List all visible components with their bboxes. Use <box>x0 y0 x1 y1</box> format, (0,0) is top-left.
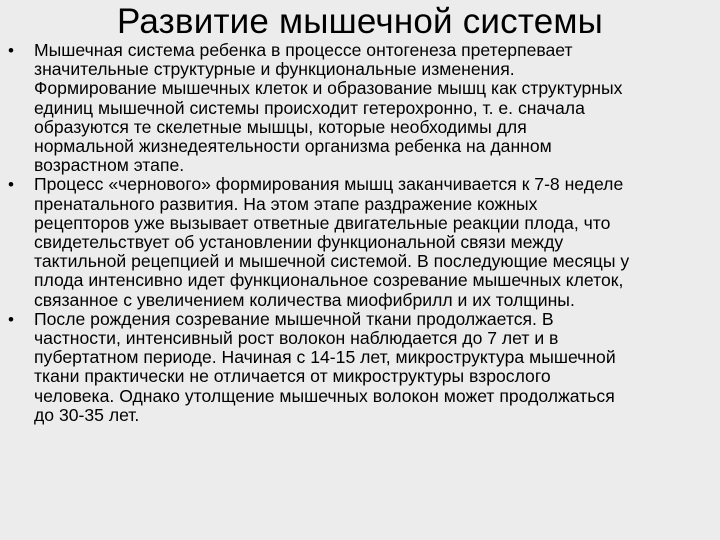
bullet-text-line: рецепторов уже вызывает ответные двигательные реакции плода, что <box>34 212 611 233</box>
slide-title: Развитие мышечной системы <box>117 2 603 41</box>
bullet-text-line: Мышечная система ребенка в процессе онтогенеза претерпевает <box>34 40 573 60</box>
bullet-text-line: пубертатном периоде. Начиная с 14-15 лет, микроструктура мышечной <box>34 347 616 368</box>
bullet-item-2 <box>0 175 720 309</box>
bullet-text-line: пренатального развития. На этом этапе раздражение кожных <box>34 193 538 214</box>
bullet-text-line: ткани практически не отличается от микроструктуры взрослого <box>34 366 551 387</box>
bullet-text-line: образуются те скелетные мышцы, которые необходимы для <box>34 116 527 137</box>
bullet-text-line: свидетельствует об установлении функциональной связи между <box>34 232 564 253</box>
bullet-item-3 <box>0 310 720 425</box>
bullet-glyph: • <box>8 41 14 60</box>
bullet-text-line: единиц мышечной системы происходит гетерохронно, т. е. сначала <box>34 97 585 118</box>
bullet-text-line: человека. Однако утолщение мышечных волокон может продолжаться <box>34 385 615 406</box>
bullet-glyph: • <box>8 175 14 195</box>
bullet-text-line: возрастном этапе. <box>34 155 185 176</box>
bullet-text-line: тактильной рецепцией и мышечной системой. В последующие месяцы у <box>34 251 630 272</box>
bullet-text-line: до 30-35 лет. <box>34 404 140 425</box>
bullet-text-line: частности, интенсивный рост волокон наблюдается до 7 лет и в <box>34 328 559 349</box>
bullet-text-line: нормальной жизнедеятельности организма ребенка на данном <box>34 136 552 157</box>
bullet-item-1 <box>0 41 720 175</box>
bullet-text-line: После рождения созревание мышечной ткани продолжается. В <box>34 308 554 329</box>
bullet-text-line: Процесс «чернового» формирования мышц заканчивается к 7-8 неделе <box>34 174 624 195</box>
bullet-list <box>0 41 720 425</box>
bullet-text-line: связанное с увеличением количества миофибрилл и их толщины. <box>34 289 575 310</box>
bullet-text-line: плода интенсивно идет функциональное созревание мышечных клеток, <box>34 270 624 291</box>
bullet-glyph: • <box>8 309 14 329</box>
bullet-text-line: значительные структурные и функциональные изменения. <box>34 59 515 80</box>
bullet-text-line: Формирование мышечных клеток и образование мышц как структурных <box>34 78 623 99</box>
